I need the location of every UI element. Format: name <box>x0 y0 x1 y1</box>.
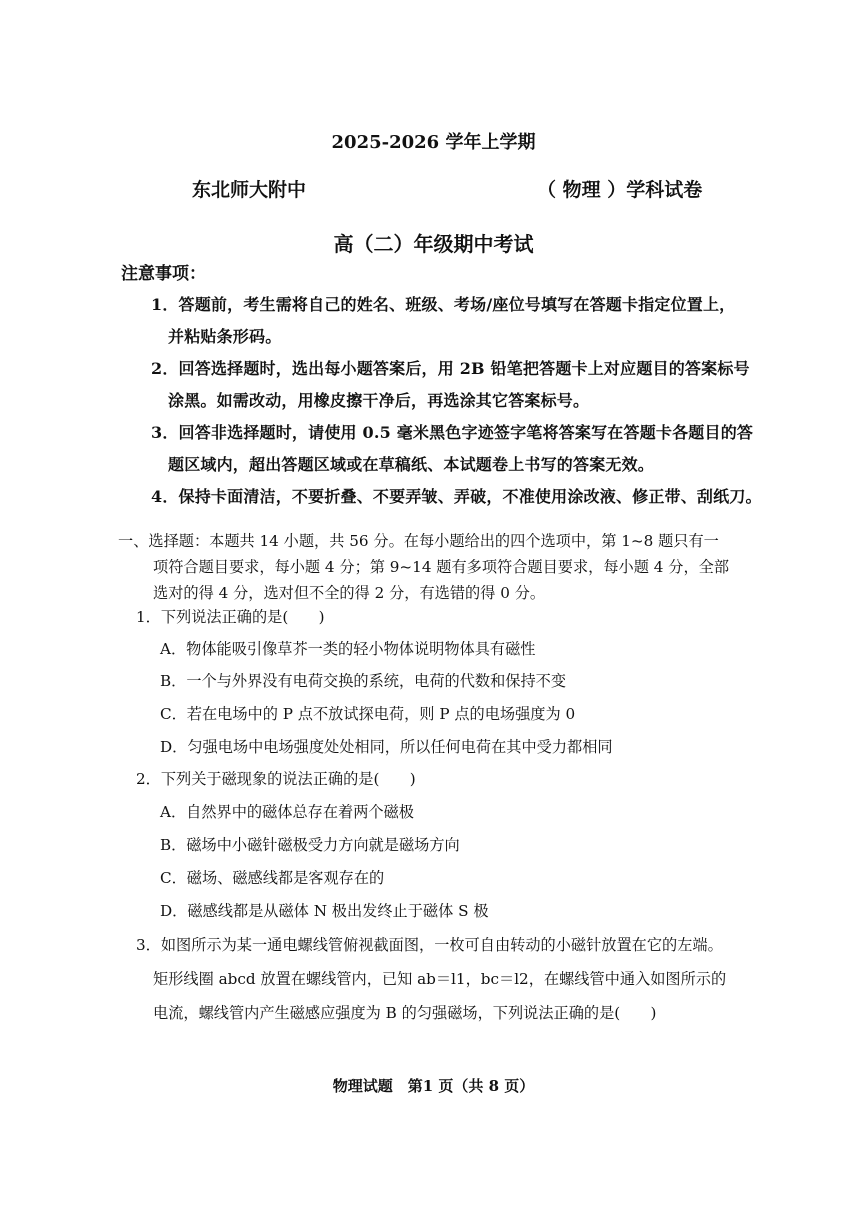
school-name: 东北师大附中 <box>192 179 307 201</box>
question-3-line: 电流，螺线管内产生磁感应强度为 B 的匀强磁场，下列说法正确的是( ) <box>153 1004 657 1022</box>
question-2-option-a: A．自然界中的磁体总存在着两个磁极 <box>160 803 414 821</box>
note-line: 涂黑。如需改动，用橡皮擦干净后，再选涂其它答案标号。 <box>168 391 590 410</box>
question-2-option-b: B．磁场中小磁针磁极受力方向就是磁场方向 <box>160 836 460 854</box>
term-title: 2025-2026 学年上学期 <box>331 132 536 153</box>
note-line: 2．回答选择题时，选出每小题答案后，用 2B 铅笔把答题卡上对应题目的答案标号 <box>151 359 750 378</box>
notes-title: 注意事项： <box>121 264 206 284</box>
section-instructions: 一、选择题：本题共 14 小题，共 56 分。在每小题给出的四个选项中，第 1~8 题只有一 <box>118 532 719 550</box>
question-3-line: 矩形线圈 abcd 放置在螺线管内，已知 ab＝l1，bc＝l2，在螺线管中通入如图所示的 <box>153 970 727 988</box>
note-line: 3．回答非选择题时，请使用 0.5 毫米黑色字迹签字笔将答案写在答题卡各题目的答 <box>151 423 754 442</box>
note-line: 1．答题前，考生需将自己的姓名、班级、考场/座位号填写在答题卡指定位置上， <box>151 295 736 314</box>
question-1-option-d: D．匀强电场中电场强度处处相同，所以任何电荷在其中受力都相同 <box>160 738 613 756</box>
question-1-option-a: A．物体能吸引像草芥一类的轻小物体说明物体具有磁性 <box>160 640 536 658</box>
note-line: 并粘贴条形码。 <box>168 327 282 346</box>
question-3-line: 3．如图所示为某一通电螺线管俯视截面图，一枚可自由转动的小磁针放置在它的左端。 <box>136 936 723 954</box>
question-1-option-b: B．一个与外界没有电荷交换的系统，电荷的代数和保持不变 <box>160 672 567 690</box>
section-instructions: 项符合题目要求，每小题 4 分；第 9~14 题有多项符合题目要求，每小题 4 分，全部 <box>153 558 730 576</box>
question-2-stem: 2．下列关于磁现象的说法正确的是( ) <box>136 770 416 788</box>
question-2-option-c: C．磁场、磁感线都是客观存在的 <box>160 869 385 887</box>
question-1-stem: 1．下列说法正确的是( ) <box>136 608 325 626</box>
note-line: 4．保持卡面清洁，不要折叠、不要弄皱、弄破，不准使用涂改液、修正带、刮纸刀。 <box>151 487 762 506</box>
question-2-option-d: D．磁感线都是从磁体 N 极出发终止于磁体 S 极 <box>160 902 489 920</box>
question-1-option-c: C．若在电场中的 P 点不放试探电荷，则 P 点的电场强度为 0 <box>160 705 576 723</box>
section-instructions: 选对的得 4 分，选对但不全的得 2 分，有选错的得 0 分。 <box>153 584 546 602</box>
exam-title: 高（二）年级期中考试 <box>333 232 534 256</box>
page-footer: 物理试题 第1 页（共 8 页） <box>332 1077 535 1095</box>
note-line: 题区域内，超出答题区域或在草稿纸、本试题卷上书写的答案无效。 <box>168 455 655 474</box>
subject-title: （ 物理 ）学科试卷 <box>537 179 703 201</box>
